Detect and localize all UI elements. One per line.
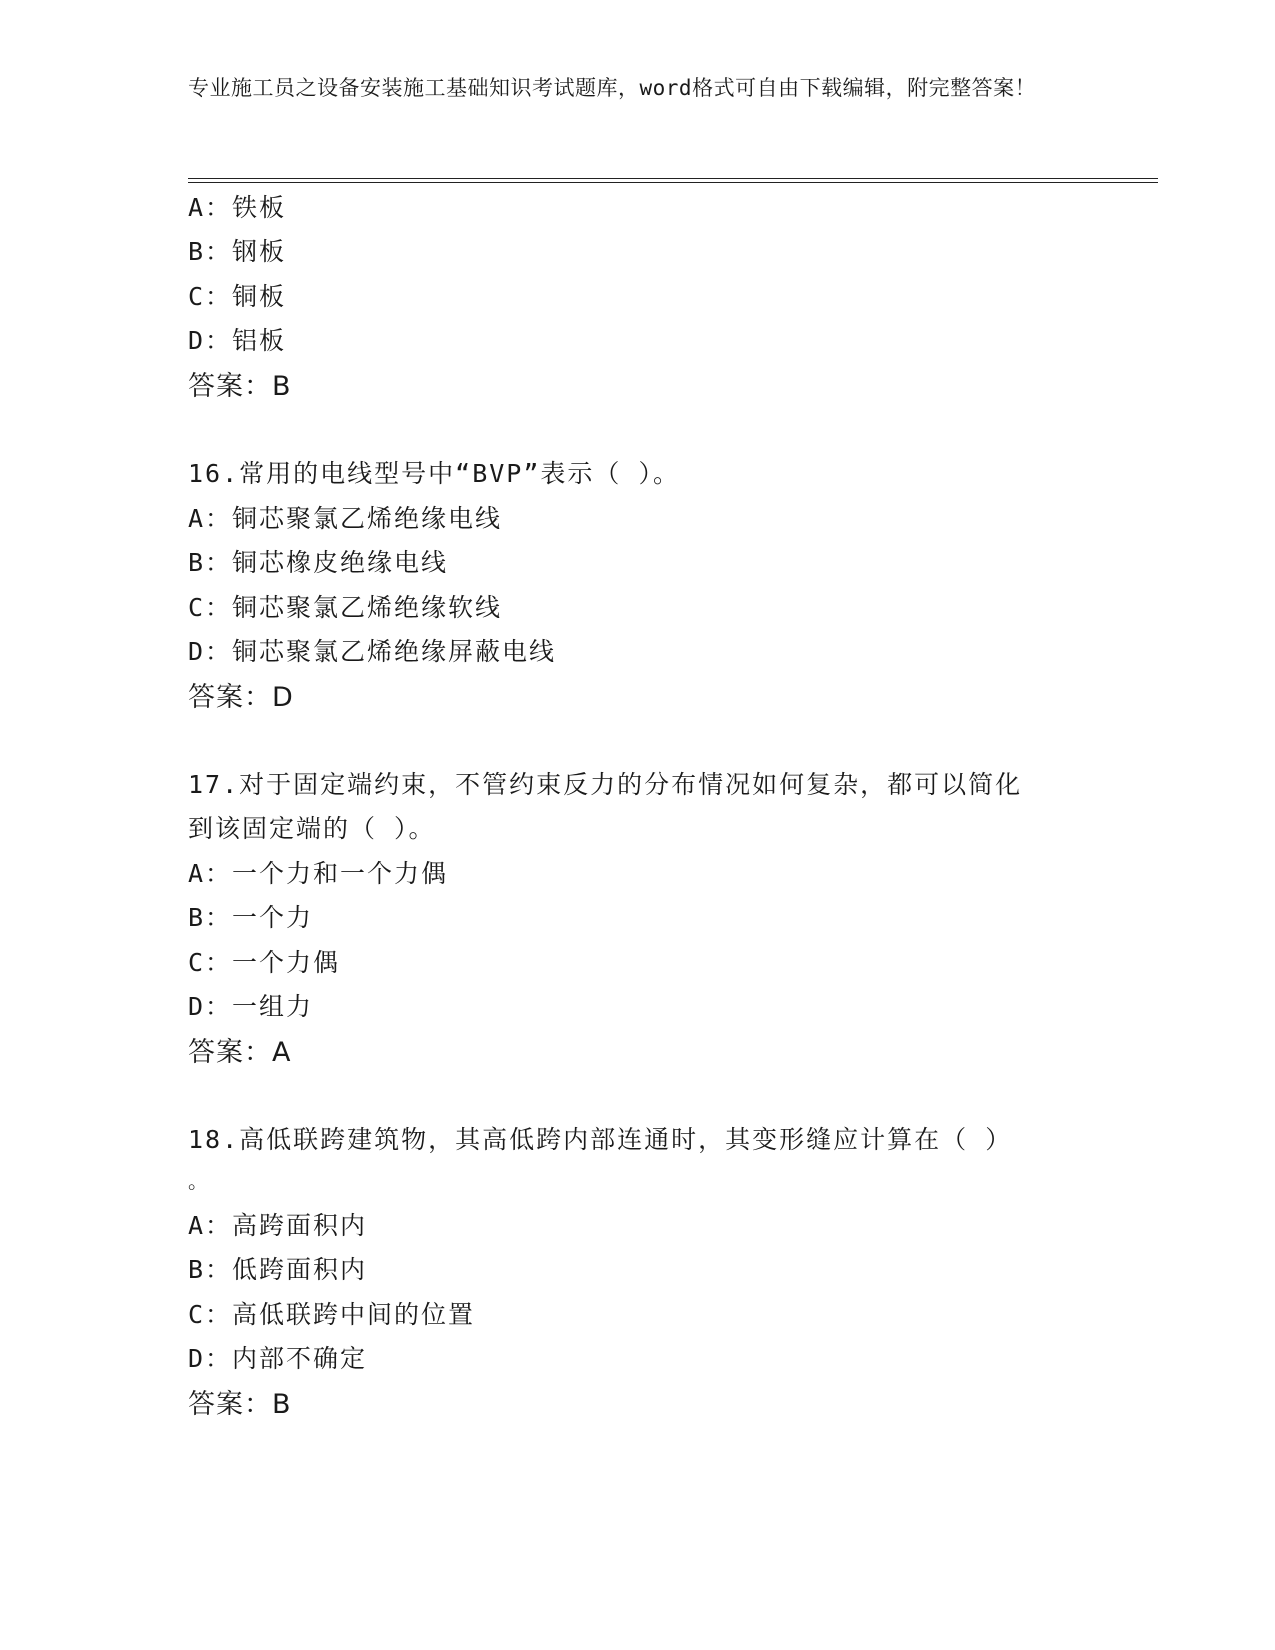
question-18-stem: 18.高低联跨建筑物，其高低跨内部连通时，其变形缝应计算在（ ）: [188, 1125, 1013, 1154]
option-a: A：铁板: [188, 193, 287, 222]
answer: 答案：A: [188, 1037, 292, 1068]
document-header: 专业施工员之设备安装施工基础知识考试题库，word格式可自由下载编辑，附完整答案！: [188, 76, 1037, 100]
question-17-stem-cont: 到该固定端的（ ）。: [188, 814, 436, 843]
option-b: B：铜芯橡皮绝缘电线: [188, 548, 449, 577]
option-a: A：铜芯聚氯乙烯绝缘电线: [188, 504, 503, 533]
option-d: D：铜芯聚氯乙烯绝缘屏蔽电线: [188, 637, 557, 666]
answer: 答案：B: [188, 371, 292, 402]
option-c: C：一个力偶: [188, 948, 341, 977]
option-c: C：铜芯聚氯乙烯绝缘软线: [188, 593, 503, 622]
option-d: D：内部不确定: [188, 1344, 368, 1373]
header-divider-top: [188, 178, 1158, 179]
option-b: B：钢板: [188, 237, 287, 266]
option-b: B：低跨面积内: [188, 1255, 368, 1284]
option-d: D：一组力: [188, 992, 314, 1021]
question-17-stem: 17.对于固定端约束，不管约束反力的分布情况如何复杂，都可以简化: [188, 770, 1023, 799]
question-18-stem-cont: 。: [188, 1169, 210, 1193]
question-16-stem: 16.常用的电线型号中“BVP”表示（ ）。: [188, 459, 680, 488]
option-d: D：铝板: [188, 326, 287, 355]
option-c: C：高低联跨中间的位置: [188, 1300, 476, 1329]
answer: 答案：D: [188, 682, 294, 713]
option-a: A：一个力和一个力偶: [188, 859, 449, 888]
option-a: A：高跨面积内: [188, 1211, 368, 1240]
option-c: C：铜板: [188, 282, 287, 311]
header-divider-bottom: [188, 182, 1158, 183]
answer: 答案：B: [188, 1389, 292, 1420]
option-b: B：一个力: [188, 903, 314, 932]
